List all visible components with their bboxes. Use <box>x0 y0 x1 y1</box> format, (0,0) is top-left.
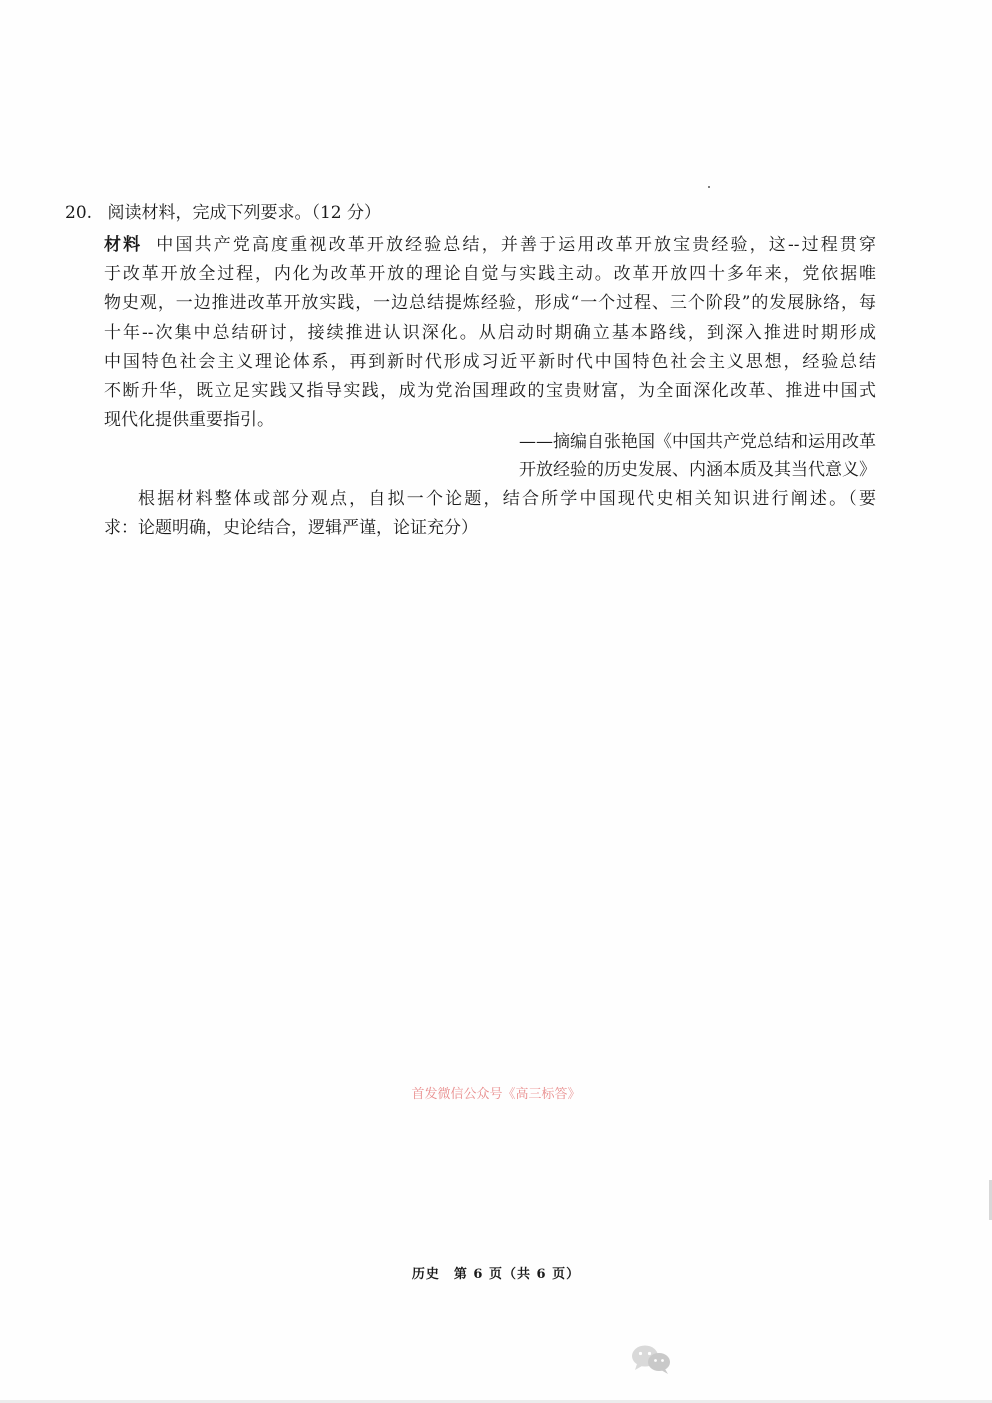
material-line: 物史观，一边推进改革开放实践，一边总结提炼经验，形成“一个过程、三个阶段”的发展脉络，每 <box>104 293 876 314</box>
material-text: 中国共产党高度重视改革开放经验总结，并善于运用改革开放宝贵经验，这--过程贯穿 <box>156 235 877 255</box>
material-source <box>519 428 876 484</box>
question-prompt: 阅读材料，完成下列要求。（12 分） <box>107 203 381 223</box>
scan-speck <box>708 186 710 188</box>
source-line: 开放经验的历史发展、内涵本质及其当代意义》 <box>519 460 876 480</box>
material-line: 现代化提供重要指引。 <box>104 410 274 431</box>
material-line: 于改革开放全过程，内化为改革开放的理论自觉与实践主动。改革开放四十多年来，党依据唯 <box>104 264 876 285</box>
material-line: 中国特色社会主义理论体系，再到新时代形成习近平新时代中国特色社会主义思想，经验总结 <box>104 351 876 372</box>
task-line: 根据材料整体或部分观点，自拟一个论题，结合所学中国现代史相关知识进行阐述。（要 <box>138 489 876 509</box>
material-line <box>104 231 876 260</box>
task-line: 求：论题明确，史论结合，逻辑严谨，论证充分） <box>104 518 478 538</box>
question-number: 20. <box>65 203 93 223</box>
page-footer: 历史 第 6 页（共 6 页） <box>411 1267 581 1282</box>
wechat-icon <box>630 1343 674 1375</box>
material-passage <box>104 231 876 435</box>
material-line: 不断升华，既立足实践又指导实践，成为党治国理政的宝贵财富，为全面深化改革、推进中国式 <box>104 380 876 401</box>
question-heading <box>65 201 381 225</box>
source-line: ——摘编自张艳国《中国共产党总结和运用改革 <box>519 432 876 452</box>
material-label: 材料 <box>104 235 143 255</box>
watermark-text: 首发微信公众号《高三标答》 <box>411 1087 581 1102</box>
material-line: 十年--次集中总结研讨，接续推进认识深化。从启动时期确立基本路线，到深入推进时期形成 <box>104 322 876 343</box>
task-instructions <box>104 485 876 543</box>
